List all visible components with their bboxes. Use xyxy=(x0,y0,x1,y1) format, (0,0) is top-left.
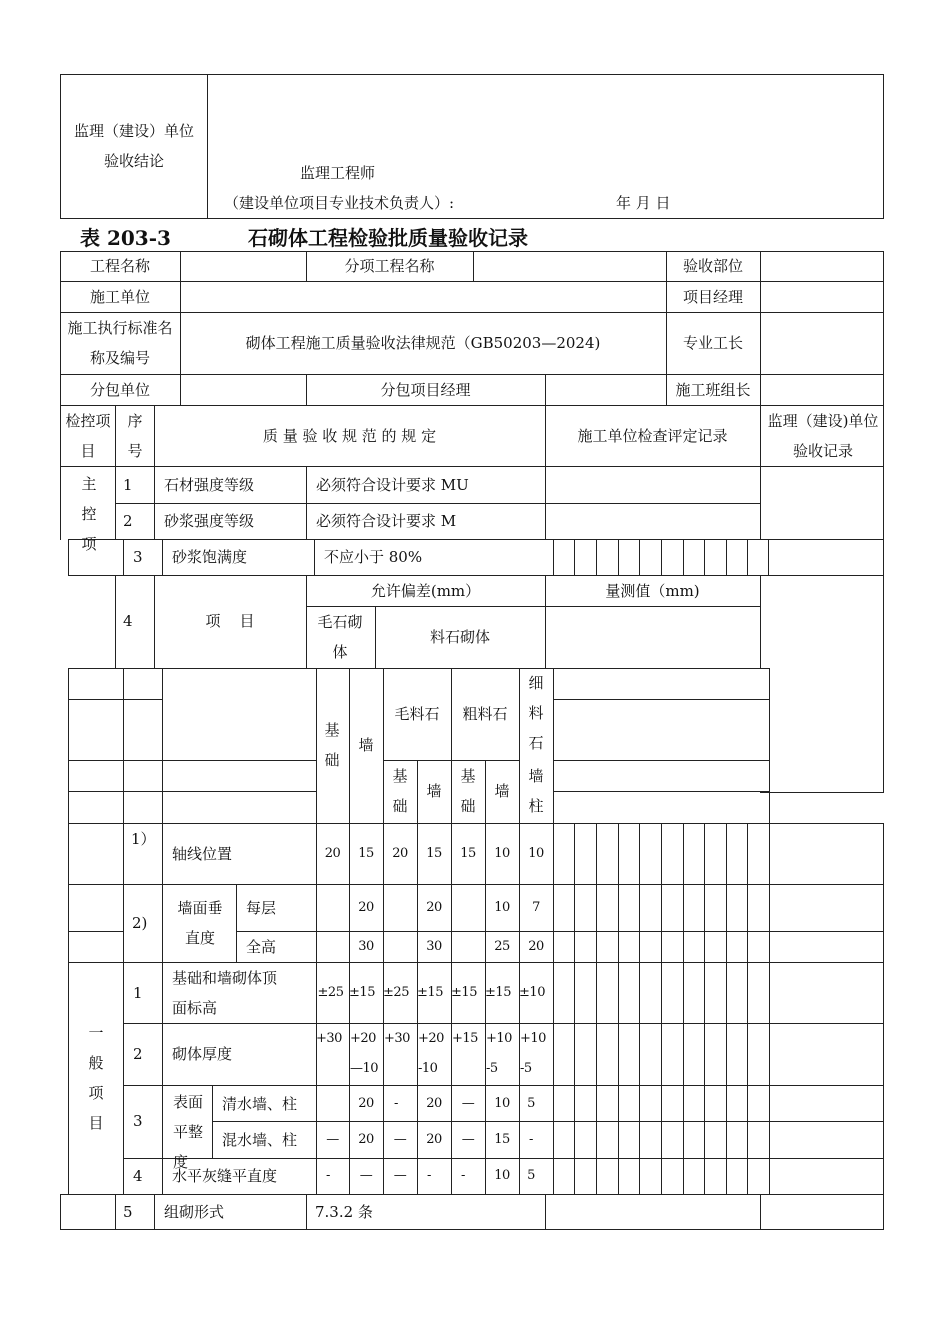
subcontractor-label: 分包单位 xyxy=(89,381,150,399)
joint-no: 4 xyxy=(133,1167,143,1185)
project-name-label: 工程名称 xyxy=(89,257,150,275)
main-item-1-req: 必须符合设计要求 MU xyxy=(316,476,469,494)
main-item-4-no: 4 xyxy=(123,612,133,630)
thickness-label: 砌体厚度 xyxy=(172,1045,233,1063)
clear-wall-label: 清水墙、柱 xyxy=(222,1095,298,1113)
coarse-stone-header: 粗料石 xyxy=(462,705,508,723)
main-item-3-name: 砂浆饱满度 xyxy=(172,548,248,566)
check-item-header: 检控项目 xyxy=(65,412,111,460)
coarse-wall-header: 墙 xyxy=(494,782,510,800)
conclusion-label: 监理（建设）单位验收结论 xyxy=(73,122,194,170)
main-control-group: 主控项 xyxy=(81,475,97,553)
standard-value: 砌体工程施工质量验收法律规范（GB50203—2024) xyxy=(245,334,601,352)
pattern-no: 5 xyxy=(123,1203,133,1221)
page-title: 石砌体工程检验批质量验收记录 xyxy=(248,226,528,250)
supervision-header: 监理（建设)单位验收记录 xyxy=(767,412,879,460)
pattern-value: 7.3.2 条 xyxy=(315,1203,373,1221)
total-height-label: 全高 xyxy=(246,938,277,956)
main-item-4-name: 项 目 xyxy=(205,612,255,630)
per-floor-label: 每层 xyxy=(246,899,277,917)
foreman-label: 专业工长 xyxy=(682,334,743,352)
joint-label: 水平灰缝平直度 xyxy=(172,1167,278,1185)
self-check-header: 施工单位检查评定记录 xyxy=(577,427,728,445)
fine-stone-header: 细料石 xyxy=(528,674,544,752)
measured-value-header: 量测值（mm) xyxy=(605,582,700,600)
table-id: 表 203-3 xyxy=(80,226,171,250)
pattern-label: 组砌形式 xyxy=(164,1203,225,1221)
vertical-no: 2) xyxy=(132,914,148,932)
wall-header: 墙 xyxy=(358,736,374,754)
main-item-2-no: 2 xyxy=(123,512,133,530)
mixed-wall-label: 混水墙、柱 xyxy=(222,1131,298,1149)
standard-label: 施工执行标准名称及编号 xyxy=(67,319,173,367)
general-group: 一般项目 xyxy=(88,1024,104,1132)
thickness-no: 2 xyxy=(133,1045,143,1063)
owner-rep-label: （建设单位项目专业技术负责人）: xyxy=(224,194,455,212)
main-item-2-req: 必须符合设计要求 M xyxy=(316,512,457,530)
coarse-foundation-header: 基础 xyxy=(460,767,476,815)
elevation-label: 基础和墙砌体顶面标高 xyxy=(172,969,278,1017)
rough-foundation-header: 基础 xyxy=(392,767,408,815)
axis-no: 1） xyxy=(131,830,156,848)
main-item-3-no: 3 xyxy=(133,548,143,566)
elevation-no: 1 xyxy=(133,984,143,1002)
main-item-2-name: 砂浆强度等级 xyxy=(164,512,255,530)
engineer-label: 监理工程师 xyxy=(300,164,376,182)
spec-header: 质 量 验 收 规 范 的 规 定 xyxy=(262,427,437,445)
ashlar-masonry-header: 料石砌体 xyxy=(429,628,490,646)
seq-header: 序号 xyxy=(127,412,143,460)
foundation-header: 基础 xyxy=(324,721,340,769)
construction-unit-label: 施工单位 xyxy=(89,288,150,306)
sub-manager-label: 分包项目经理 xyxy=(380,381,471,399)
rubble-masonry-header: 毛石砌体 xyxy=(317,613,363,661)
rough-stone-header: 毛料石 xyxy=(394,705,440,723)
project-manager-label: 项目经理 xyxy=(682,288,743,306)
vertical-label: 墙面垂直度 xyxy=(177,899,223,947)
flatness-label: 表面平整度 xyxy=(173,1093,204,1171)
main-item-3-req: 不应小于 80% xyxy=(324,548,423,566)
flatness-label-box xyxy=(163,1086,212,1171)
wall-column-header: 墙柱 xyxy=(528,767,544,815)
main-item-1-no: 1 xyxy=(123,476,133,494)
rough-wall-header: 墙 xyxy=(426,782,442,800)
flatness-no: 3 xyxy=(133,1112,143,1130)
date-label: 年 月 日 xyxy=(616,194,671,212)
main-item-1-name: 石材强度等级 xyxy=(164,476,255,494)
sub-project-name-label: 分项工程名称 xyxy=(344,257,435,275)
acceptance-part-label: 验收部位 xyxy=(682,257,743,275)
axis-label: 轴线位置 xyxy=(172,845,233,863)
allowed-deviation-header: 允许偏差(mm） xyxy=(370,582,481,600)
team-leader-label: 施工班组长 xyxy=(675,381,751,399)
